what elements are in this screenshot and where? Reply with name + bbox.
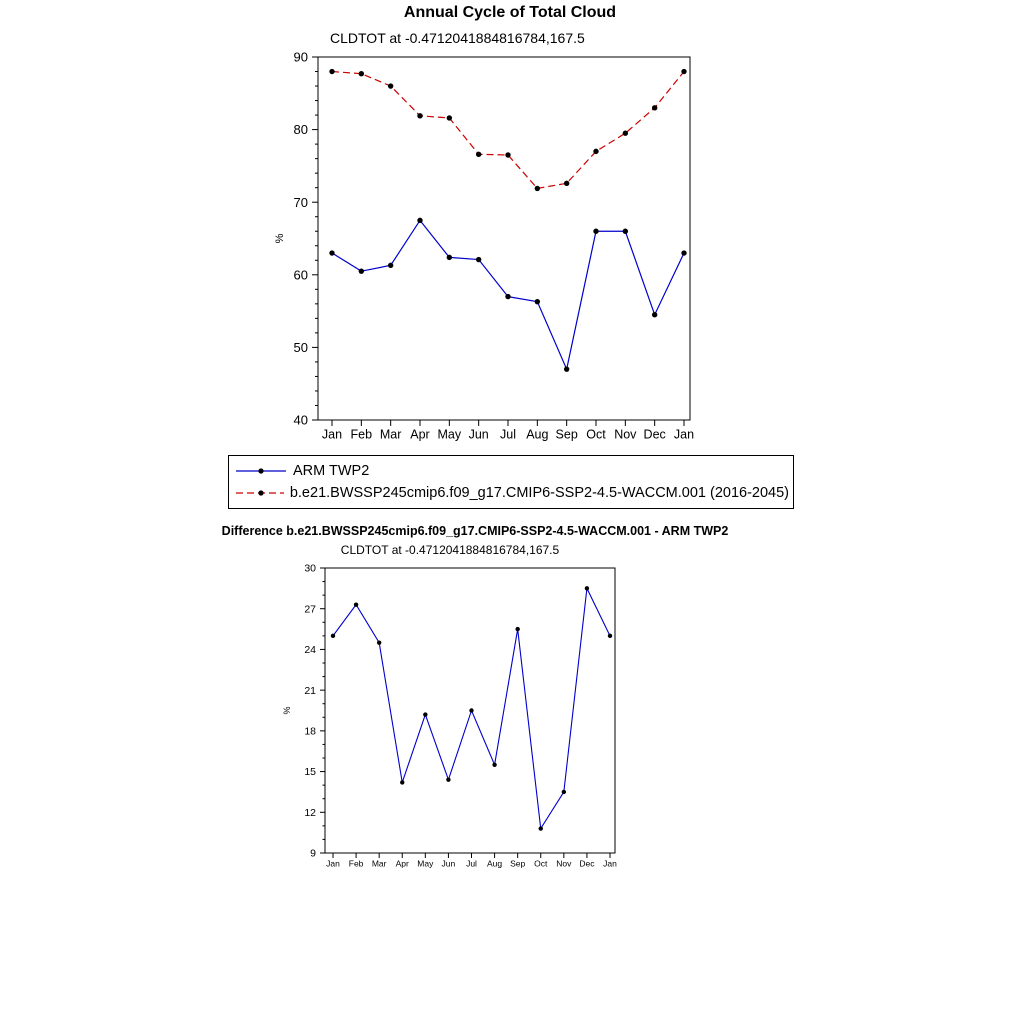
x-tick-label: Nov (614, 427, 637, 442)
y-tick-label: 12 (304, 806, 316, 819)
x-tick-label: Aug (526, 427, 549, 442)
series-line-1 (332, 72, 684, 189)
x-tick-label: Sep (510, 858, 526, 869)
y-tick-label: 30 (304, 562, 316, 575)
y-tick-label: 60 (293, 267, 308, 283)
y-tick-label: 9 (310, 847, 316, 860)
y-tick-label: 90 (293, 49, 308, 65)
y-tick-label: 24 (304, 644, 316, 657)
y-tick-label: 40 (293, 412, 308, 428)
legend-box (228, 455, 794, 509)
legend-line-sample-blue (235, 465, 287, 477)
bottom-chart-title: Difference b.e21.BWSSP245cmip6.f09_g17.CMIP6-SSP2-4.5-WACCM.001 - ARM TWP2 (221, 524, 729, 538)
x-tick-label: Apr (395, 858, 409, 869)
x-tick-label: Oct (534, 858, 548, 869)
axes (294, 50, 695, 442)
x-tick-label: Jul (466, 858, 477, 869)
x-tick-label: Jun (468, 427, 489, 442)
bottom-chart-canvas (270, 558, 650, 880)
x-tick-label: Feb (350, 427, 373, 442)
x-tick-label: Nov (556, 858, 572, 869)
legend-marker-dot (258, 468, 263, 473)
legend-label-arm-twp2: ARM TWP2 (293, 463, 370, 479)
y-tick-label: 15 (304, 766, 316, 779)
y-tick-label: 27 (304, 603, 316, 616)
legend-marker-dot (258, 490, 263, 495)
x-tick-label: Sep (555, 427, 578, 442)
legend-line-sample-red (235, 487, 284, 499)
top-chart-subtitle: CLDTOT at -0.4712041884816784,167.5 (330, 30, 585, 46)
x-tick-label: Jan (321, 427, 343, 442)
y-tick-label: 50 (293, 339, 308, 355)
y-axis-label: % (282, 706, 292, 715)
series-markers-0 (331, 586, 612, 831)
x-tick-label: Mar (379, 427, 402, 442)
y-axis-label: % (274, 233, 286, 244)
x-tick-label: Oct (586, 427, 606, 442)
top-chart-canvas (260, 40, 730, 455)
y-tick-label: 18 (304, 725, 316, 738)
top-chart-title: Annual Cycle of Total Cloud (403, 4, 617, 21)
bottom-chart-subtitle: CLDTOT at -0.4712041884816784,167.5 (340, 543, 560, 557)
x-tick-label: Jan (326, 858, 340, 869)
x-tick-label: May (417, 858, 434, 869)
y-tick-label: 21 (304, 684, 316, 697)
x-tick-label: Jan (603, 858, 617, 869)
x-tick-label: Dec (643, 427, 666, 442)
axes (304, 563, 617, 869)
legend-item-arm-twp2 (235, 460, 789, 482)
x-tick-label: Jul (500, 427, 516, 442)
x-tick-label: Jan (673, 427, 695, 442)
x-tick-label: Aug (487, 858, 503, 869)
series-markers-0 (329, 218, 686, 372)
legend-label-model: b.e21.BWSSP245cmip6.f09_g17.CMIP6-SSP2-4.5-WACCM.001 (2016-2045) (289, 485, 789, 501)
x-tick-label: May (437, 427, 462, 442)
y-tick-label: 80 (293, 122, 308, 138)
x-tick-label: Dec (579, 858, 595, 869)
legend-item-model (235, 482, 789, 504)
x-tick-label: Mar (371, 858, 387, 869)
x-tick-label: Jun (441, 858, 456, 869)
y-tick-label: 70 (293, 194, 308, 210)
x-tick-label: Apr (410, 427, 430, 442)
x-tick-label: Feb (348, 858, 364, 869)
series-markers-1 (329, 69, 686, 191)
